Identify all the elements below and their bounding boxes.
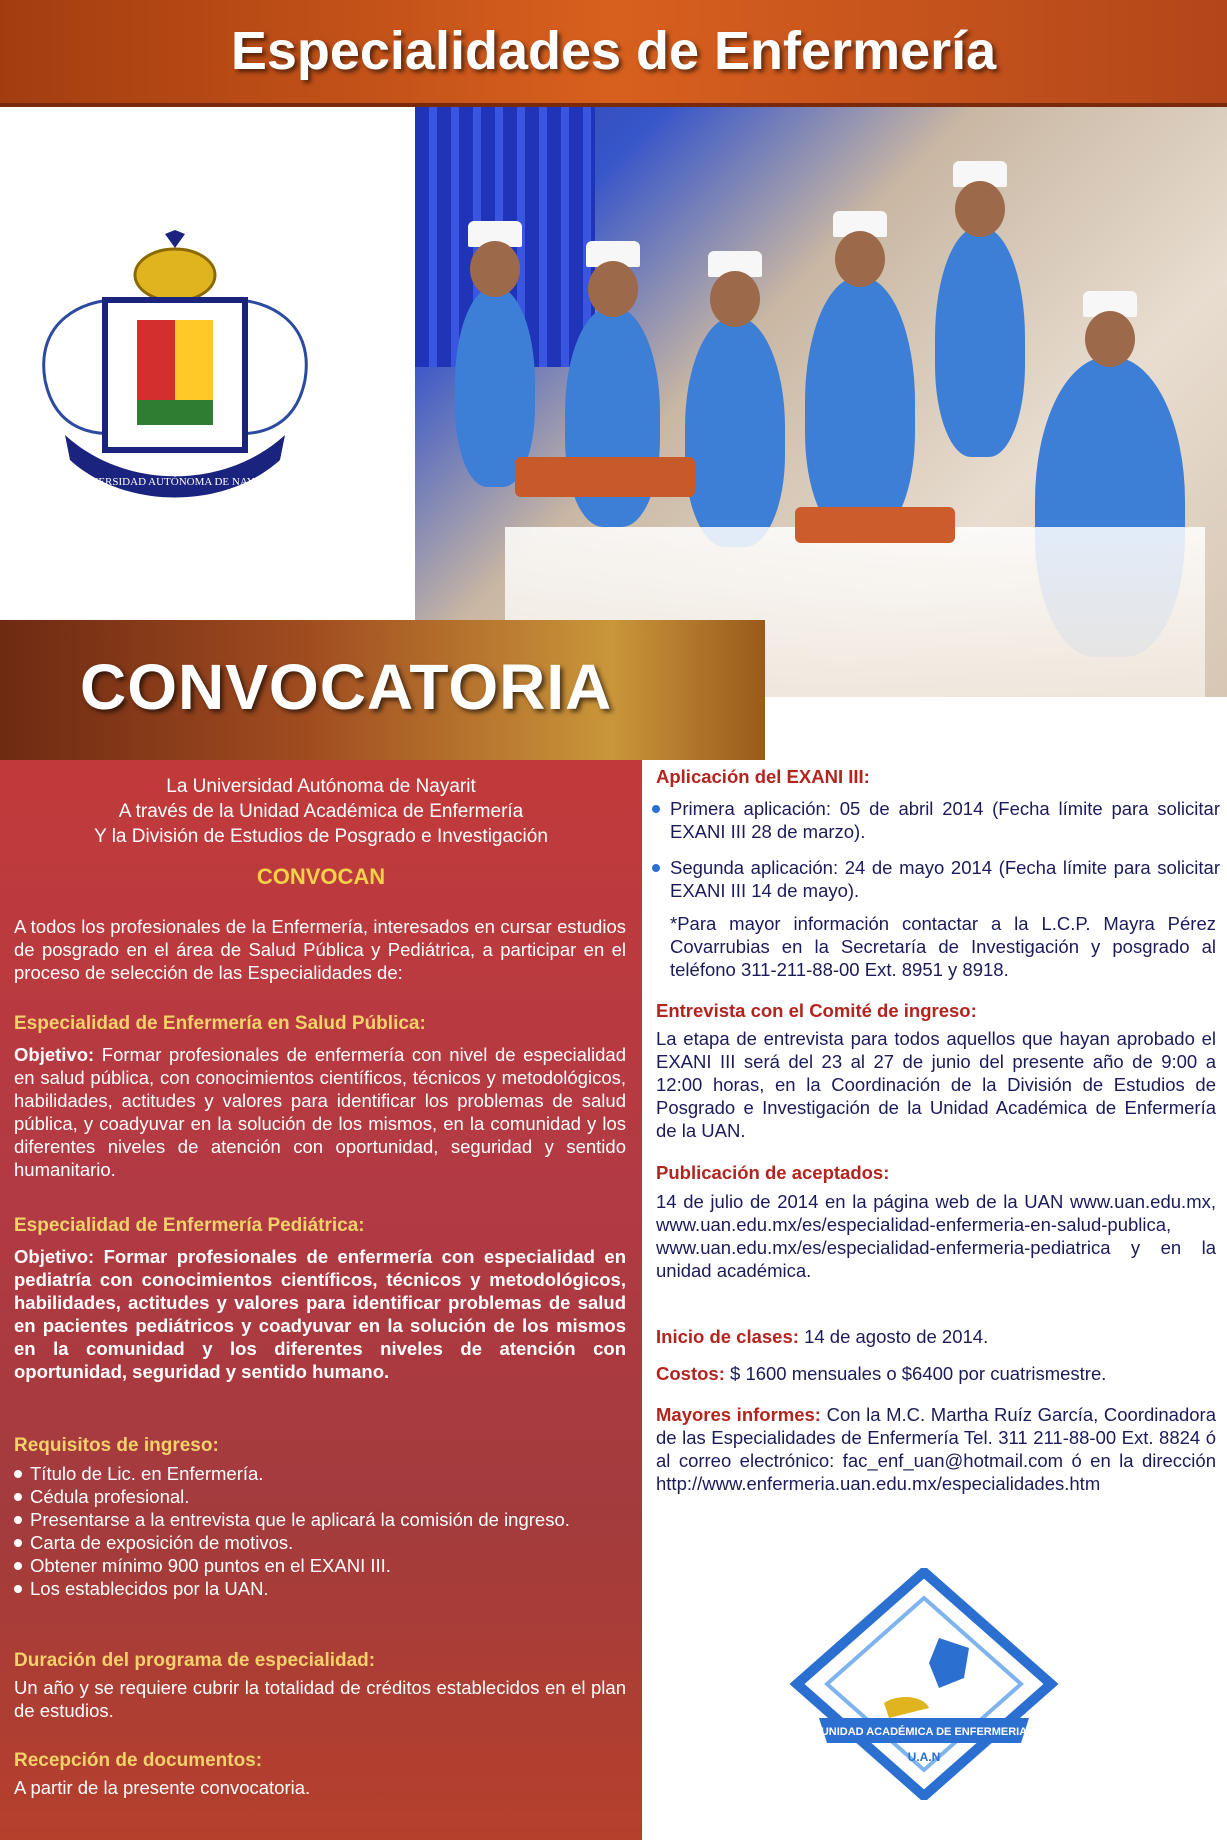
list-item: Cédula profesional.: [14, 1485, 614, 1508]
nurse-figure: [805, 277, 915, 537]
publicacion-text: 14 de julio de 2014 en la página web de la UAN www.uan.edu.mx, www.uan.edu.mx/es/especialidad-enfermeria-en-salud-publica, www.uan.edu.mx/es/especialidad-enfermeria-pediatrica y en la unidad académica.: [656, 1191, 1216, 1281]
list-item: Los establecidos por la UAN.: [14, 1577, 614, 1600]
entrevista-text: La etapa de entrevista para todos aquellos que hayan aprobado el EXANI III será del 23 al 27 de junio del presente año de 9:00 a 12:00 horas, en la Coordinación de la División de Estudios de Posgrado e Investigación de la Unidad Académica de Enfermería de la UAN.: [656, 1028, 1216, 1141]
section-heading-recepcion: Recepción de documentos:: [14, 1750, 263, 1771]
unit-seal-abbr: U.A.N: [907, 1750, 941, 1764]
desk: [515, 457, 695, 497]
university-seal-label: UNIVERSIDAD AUTÓNOMA DE NAYARIT: [70, 476, 280, 488]
nurses-classroom-photo: [415, 107, 1227, 697]
list-item: Título de Lic. en Enfermería.: [14, 1462, 614, 1485]
intro-line: A través de la Unidad Académica de Enfermería: [118, 801, 524, 822]
objective-pediatrica: [14, 1245, 626, 1383]
objective-text: Formar profesionales de enfermería con nivel de especialidad en salud pública, con conocimientos científicos, técnicos y metodológicos, habilidades, actitudes y valores para identificar los problemas de salud pública, y coadyuvar en la solución de los mismos, en la comunidad y los diferentes niveles de atención con oportunidad, seguridad y sentido humanitario.: [14, 1044, 626, 1180]
list-item: Obtener mínimo 900 puntos en el EXANI III.: [14, 1554, 614, 1577]
section-heading-pediatrica: Especialidad de Enfermería Pediátrica:: [14, 1215, 365, 1236]
convocatoria-banner: [0, 620, 765, 760]
objective-text: Formar profesionales de enfermería con especialidad en pediatría con conocimientos científicos, técnicos y metodológicos, habilidades, actitudes y valores para identificar problemas de salud en pacientes pediátricos y coadyuvar en la solución de los mismos en la comunidad y los diferentes niveles de atención con oportunidad, seguridad y sentido humano.: [14, 1246, 626, 1382]
informes-text: Con la M.C. Martha Ruíz García, Coordinadora de las Especialidades de Enfermería Tel. 311 211-88-00 Ext. 8824 ó al correo electrónico: fac_enf_uan@hotmail.com ó en la dirección http://www.enfermeria.uan.edu.mx/especialidades.htm: [656, 1404, 1216, 1494]
nurse-figure: [935, 227, 1025, 457]
desk: [795, 507, 955, 543]
nursing-unit-seal-icon: [789, 1568, 1059, 1800]
inicio-value: 14 de agosto de 2014.: [798, 1326, 989, 1347]
inicio-label: Inicio de clases:: [656, 1326, 799, 1347]
recepcion-text: A partir de la presente convocatoria.: [14, 1777, 311, 1798]
section-heading-duracion: Duración del programa de especialidad:: [14, 1650, 376, 1671]
nurse-figure: [685, 317, 785, 547]
intro-line: Y la División de Estudios de Posgrado e Investigación: [94, 826, 548, 847]
intro-line: La Universidad Autónoma de Nayarit: [166, 776, 476, 797]
mayores-informes: [656, 1403, 1216, 1495]
list-item: Segunda aplicación: 24 de mayo 2014 (Fecha límite para solicitar EXANI III 14 de mayo).: [652, 856, 1220, 902]
objective-salud-publica: [14, 1043, 626, 1181]
inicio-clases: [656, 1325, 1216, 1348]
section-heading-entrevista: Entrevista con el Comité de ingreso:: [656, 1000, 977, 1021]
convocan-heading: CONVOCAN: [256, 864, 386, 889]
informes-label: Mayores informes:: [656, 1404, 821, 1425]
section-heading-exani: Aplicación del EXANI III:: [656, 766, 870, 787]
list-item: Primera aplicación: 05 de abril 2014 (Fecha límite para solicitar EXANI III 28 de marzo).: [652, 797, 1220, 843]
duracion-text: Un año y se requiere cubrir la totalidad de créditos establecidos en el plan de estudios.: [14, 1677, 626, 1721]
unit-seal-label: UNIDAD ACADÉMICA DE ENFERMERIA: [820, 1726, 1028, 1738]
page-header: [0, 0, 1227, 103]
intro-block: [0, 774, 642, 849]
exani-list: [652, 797, 1220, 915]
objective-label: Objetivo:: [14, 1044, 95, 1065]
objective-label: Objetivo:: [14, 1246, 95, 1267]
list-item: Carta de exposición de motivos.: [14, 1531, 614, 1554]
costos-label: Costos:: [656, 1363, 725, 1384]
intro-paragraph: A todos los profesionales de la Enfermería, interesados en cursar estudios de posgrado en el área de Salud Pública y Pediátrica, a participar en el proceso de selección de las Especialidades de:: [14, 916, 626, 983]
page-title: Especialidades de Enfermería: [230, 21, 997, 81]
requisitos-list: [14, 1462, 614, 1600]
section-heading-publicacion: Publicación de aceptados:: [656, 1162, 890, 1183]
banner-title: CONVOCATORIA: [80, 651, 613, 723]
section-heading-requisitos: Requisitos de ingreso:: [14, 1435, 219, 1456]
university-seal-icon: [25, 230, 325, 530]
list-item: Presentarse a la entrevista que le aplicará la comisión de ingreso.: [14, 1508, 614, 1531]
exani-note: *Para mayor información contactar a la L.C.P. Mayra Pérez Covarrubias en la Secretaría de Investigación y posgrado al teléfono 311-211-88-00 Ext. 8951 y 8918.: [670, 913, 1216, 980]
costos: [656, 1362, 1216, 1385]
left-column: [0, 760, 642, 1840]
right-column: [642, 760, 1227, 1840]
section-heading-salud-publica: Especialidad de Enfermería en Salud Pública:: [14, 1013, 426, 1034]
costos-value: $ 1600 mensuales o $6400 por cuatrismestre.: [724, 1363, 1107, 1384]
